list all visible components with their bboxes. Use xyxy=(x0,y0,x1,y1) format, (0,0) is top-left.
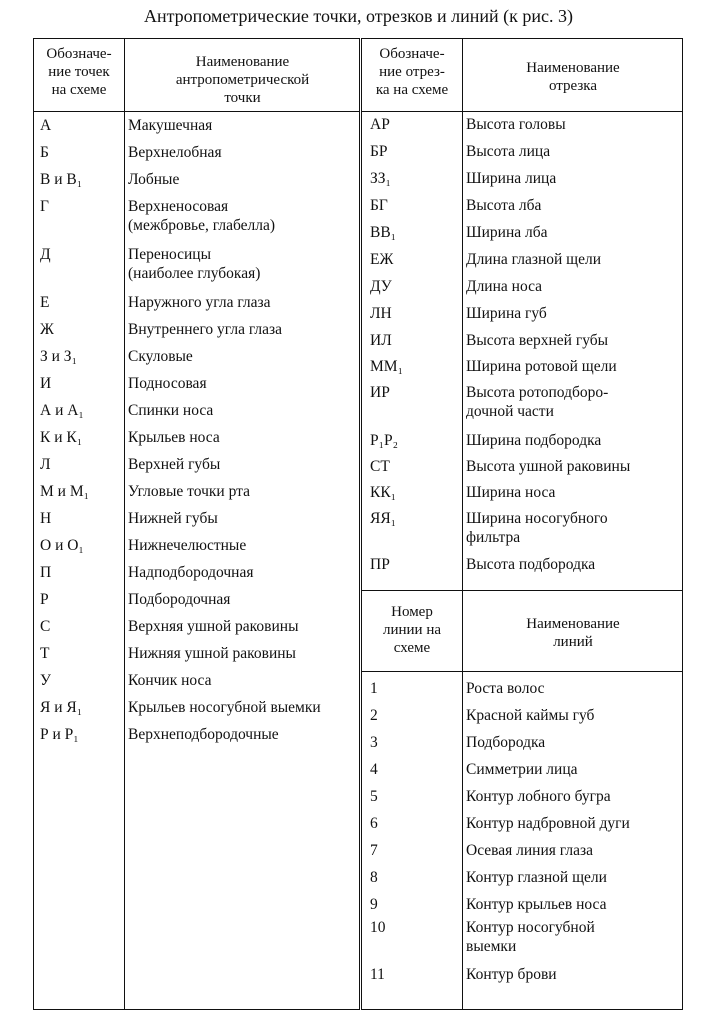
row-name: Наружного угла глаза xyxy=(128,294,271,311)
points-name-header: Наименование антропометрической точки xyxy=(175,54,310,106)
column-divider xyxy=(462,591,463,1009)
row-code: 2 xyxy=(370,707,378,724)
header-divider xyxy=(34,111,359,112)
row-code: А xyxy=(40,117,52,134)
row-name: Верхнелобная xyxy=(128,144,222,161)
row-name: Надподбородочная xyxy=(128,564,254,581)
row-code: 5 xyxy=(370,788,378,805)
row-code: Н xyxy=(40,510,52,527)
row-name: Крыльев носогубной выемки xyxy=(128,699,321,716)
row-code: ПР xyxy=(370,556,390,573)
row-code: У xyxy=(40,672,51,689)
row-name: Ширина губ xyxy=(466,305,547,322)
row-code: Р xyxy=(40,591,49,608)
row-name: Верхняя ушной раковины xyxy=(128,618,299,635)
row-name: Высота ушной раковины xyxy=(466,458,631,475)
row-name: Переносицы (наиболее глубокая) xyxy=(128,246,261,282)
row-name: Высота лба xyxy=(466,197,542,214)
row-code: Т xyxy=(40,645,50,662)
row-name: Длина носа xyxy=(466,278,543,295)
lines-name-header: Наименование линий xyxy=(526,616,620,650)
column-divider xyxy=(124,39,125,1009)
row-name: Нижней губы xyxy=(128,510,218,527)
row-name: Осевая линия глаза xyxy=(466,842,593,859)
row-name: Ширина носогубного фильтра xyxy=(466,510,608,546)
row-code: ЛН xyxy=(370,305,392,322)
row-name: Нижнечелюстные xyxy=(128,537,247,554)
row-name: Высота лица xyxy=(466,143,551,160)
row-code: АР xyxy=(370,116,390,133)
row-name: Ширина лица xyxy=(466,170,557,187)
row-code: Е xyxy=(40,294,50,311)
row-name: Контур глазной щели xyxy=(466,869,607,886)
row-code: БГ xyxy=(370,197,388,214)
row-name: Подбородка xyxy=(466,734,546,751)
row-code: ИЛ xyxy=(370,332,392,349)
row-code: О и О₁ xyxy=(40,537,84,554)
row-code: 4 xyxy=(370,761,378,778)
row-code: 9 xyxy=(370,896,378,913)
row-code: 10 xyxy=(370,919,386,936)
row-name: Высота головы xyxy=(466,116,566,133)
row-name: Контур носогубной выемки xyxy=(466,919,595,955)
row-code: Д xyxy=(40,246,51,263)
row-code: ЯЯ₁ xyxy=(370,510,397,527)
row-name: Подносовая xyxy=(128,375,207,392)
row-code: 6 xyxy=(370,815,378,832)
row-name: Ширина носа xyxy=(466,484,556,501)
row-code: Ж xyxy=(40,321,54,338)
row-code: А и А₁ xyxy=(40,402,84,419)
row-name: Длина глазной щели xyxy=(466,251,602,268)
row-name: Верхней губы xyxy=(128,456,221,473)
row-name: Нижняя ушной раковины xyxy=(128,645,296,662)
row-name: Верхненосовая (межбровье, глабелла) xyxy=(128,198,276,234)
segments-name-header: Наименование отрезка xyxy=(526,60,620,94)
row-name: Контур лобного бугра xyxy=(466,788,611,805)
header-divider xyxy=(362,671,682,672)
row-name: Симметрии лица xyxy=(466,761,578,778)
row-code: 7 xyxy=(370,842,378,859)
row-name: Скуловые xyxy=(128,348,193,365)
row-code: Я и Я₁ xyxy=(40,699,83,716)
row-name: Высота ротоподборо- дочной части xyxy=(466,384,609,420)
row-name: Контур брови xyxy=(466,966,557,983)
row-code: В и В₁ xyxy=(40,171,83,188)
row-name: Высота верхней губы xyxy=(466,332,609,349)
row-code: Р₁Р₂ xyxy=(370,432,399,449)
row-code: С xyxy=(40,618,51,635)
points-code-header: Обозначе- ние точек на схеме xyxy=(46,46,112,98)
row-code: К и К₁ xyxy=(40,429,83,446)
segments-table xyxy=(361,38,683,591)
row-name: Макушечная xyxy=(128,117,213,134)
row-name: Верхнеподбородочные xyxy=(128,726,279,743)
row-code: 8 xyxy=(370,869,378,886)
row-code: ВВ₁ xyxy=(370,224,397,241)
row-code: Л xyxy=(40,456,51,473)
row-code: СТ xyxy=(370,458,390,475)
row-name: Красной каймы губ xyxy=(466,707,595,724)
row-name: Контур крыльев носа xyxy=(466,896,607,913)
row-name: Подбородочная xyxy=(128,591,231,608)
lines-code-header: Номер линии на схеме xyxy=(382,604,442,656)
row-code: П xyxy=(40,564,52,581)
column-divider xyxy=(462,39,463,590)
row-code: 11 xyxy=(370,966,385,983)
row-code: 3 xyxy=(370,734,378,751)
row-name: Ширина ротовой щели xyxy=(466,358,617,375)
row-name: Спинки носа xyxy=(128,402,214,419)
row-code: ЕЖ xyxy=(370,251,394,268)
row-name: Высота подбородка xyxy=(466,556,596,573)
row-name: Контур надбровной дуги xyxy=(466,815,630,832)
header-divider xyxy=(362,111,682,112)
row-code: 1 xyxy=(370,680,378,697)
row-code: М и М₁ xyxy=(40,483,90,500)
row-code: КК₁ xyxy=(370,484,397,501)
row-code: ДУ xyxy=(370,278,392,295)
row-name: Лобные xyxy=(128,171,180,188)
segments-code-header: Обозначе- ние отрез- ка на схеме xyxy=(375,46,449,98)
page-title: Антропометрические точки, отрезков и линий (к рис. 3) xyxy=(143,6,574,26)
row-name: Внутреннего угла глаза xyxy=(128,321,283,338)
row-code: ИР xyxy=(370,384,390,401)
points-table xyxy=(33,38,360,1010)
row-name: Ширина лба xyxy=(466,224,548,241)
lines-table xyxy=(361,590,683,1010)
row-code: Р и Р₁ xyxy=(40,726,79,743)
row-name: Роста волос xyxy=(466,680,545,697)
row-code: БР xyxy=(370,143,388,160)
row-code: И xyxy=(40,375,52,392)
row-code: ЗЗ₁ xyxy=(370,170,391,187)
row-code: Б xyxy=(40,144,49,161)
row-name: Ширина подбородка xyxy=(466,432,602,449)
row-code: ММ₁ xyxy=(370,358,403,375)
row-code: З и З₁ xyxy=(40,348,77,365)
row-name: Крыльев носа xyxy=(128,429,220,446)
row-name: Угловые точки рта xyxy=(128,483,250,500)
row-code: Г xyxy=(40,198,49,215)
row-name: Кончик носа xyxy=(128,672,212,689)
